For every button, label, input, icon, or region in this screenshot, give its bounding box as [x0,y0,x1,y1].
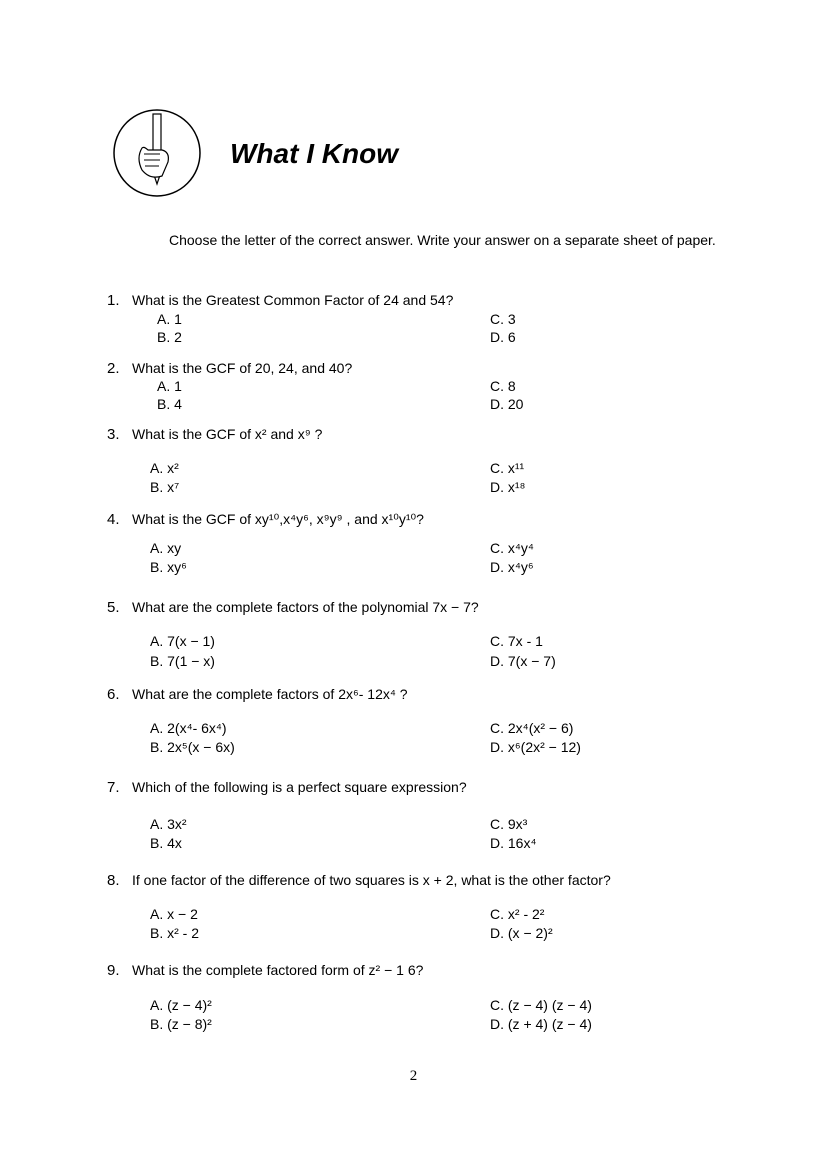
option-a: A. xy [150,540,182,556]
option-c: C. (z − 4) (z − 4) [490,997,592,1013]
question-number: 5. [107,599,120,616]
option-d: D. x⁴y⁶ [490,559,534,575]
option-b: B. 4x [150,835,182,851]
question-number: 9. [107,962,120,979]
option-b: B. 2x⁵(x − 6x) [150,739,235,755]
option-c: C. x⁴y⁴ [490,540,534,556]
option-d: D. 7(x − 7) [490,653,556,669]
option-d: D. 20 [490,396,524,412]
question-number: 7. [107,779,120,796]
option-b: B. 7(1 − x) [150,653,215,669]
option-d: D. (x − 2)² [490,925,553,941]
question-text: If one factor of the difference of two squares is x + 2, what is the other factor? [132,872,611,888]
question-text: What is the GCF of 20, 24, and 40? [132,360,353,376]
option-d: D. 6 [490,329,516,345]
option-c: C. 2x⁴(x² − 6) [490,720,574,736]
question-number: 8. [107,872,120,889]
option-b: B. x⁷ [150,479,180,495]
option-c: C. 7x - 1 [490,633,543,649]
option-c: C. x² - 2² [490,906,545,922]
option-c: C. x¹¹ [490,460,525,476]
option-a: A. x² [150,460,179,476]
question-text: What are the complete factors of 2x⁶- 12x⁴ ? [132,686,408,702]
option-a: A. x − 2 [150,906,198,922]
option-b: B. (z − 8)² [150,1016,212,1032]
option-a: A. 2(x⁴- 6x⁴) [150,720,227,736]
option-d: D. 16x⁴ [490,835,537,851]
question-number: 2. [107,360,120,377]
option-a: A. (z − 4)² [150,997,212,1013]
question-number: 3. [107,426,120,443]
question-text: What are the complete factors of the polynomial 7x − 7? [132,599,479,615]
option-c: C. 3 [490,311,516,327]
question-text: What is the complete factored form of z² − 1 6? [132,962,424,978]
option-c: C. 9x³ [490,816,528,832]
option-b: B. xy⁶ [150,559,187,575]
page-number: 2 [409,1068,418,1084]
question-number: 4. [107,511,120,528]
question-text: Which of the following is a perfect square expression? [132,779,467,795]
question-number: 1. [107,292,120,309]
option-a: A. 3x² [150,816,187,832]
question-text: What is the Greatest Common Factor of 24 and 54? [132,292,454,308]
page-title: What I Know [230,138,398,169]
option-b: B. x² - 2 [150,925,200,941]
option-d: D. x¹⁸ [490,479,526,495]
option-a: A. 7(x − 1) [150,633,215,649]
option-d: D. x⁶(2x² − 12) [490,739,581,755]
option-a: A. 1 [157,378,182,394]
option-b: B. 2 [157,329,182,345]
question-text: What is the GCF of x² and x⁹ ? [132,426,323,442]
option-a: A. 1 [157,311,182,327]
question-number: 6. [107,686,120,703]
instructions: Choose the letter of the correct answer. Write your answer on a separate sheet of paper. [169,232,716,248]
pencil-hand-icon [112,108,202,198]
option-d: D. (z + 4) (z − 4) [490,1016,592,1032]
question-text: What is the GCF of xy¹⁰,x⁴y⁶, x⁹y⁹ , and x¹⁰y¹⁰? [132,511,424,527]
option-b: B. 4 [157,396,182,412]
option-c: C. 8 [490,378,516,394]
